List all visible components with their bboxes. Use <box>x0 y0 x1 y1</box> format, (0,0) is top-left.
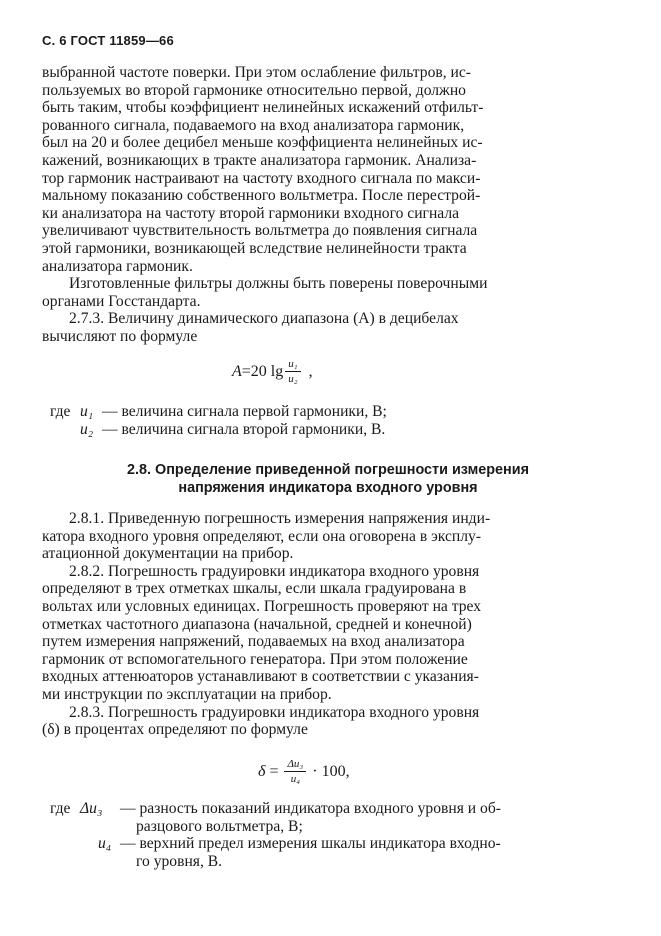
legend-row: u₂ — величина сигнала второй гармоники, В. <box>80 420 386 438</box>
paragraph-filter-attenuation: выбранной частоте поверки. При этом ослабление фильтров, ис- пользуемых во второй гармонике относительно первой, должно быть таким, чтобы коэффициент нелинейных искажений отфильт- рованного сигнала, подаваемого на вход анализатора гармоник, был на 20 и более децибел меньше коэффициента нелинейных ис- кажений, возникающих в тракте анализатора гармоник. Анализа- тор гармоник настраивают на частоту входного сигнала по макси- мальному показанию собственного вольтметра. После перестрой- ки анализатора на частоту второй гармоники входного сигнала увеличивают чувствительность вольтметра до появления сигнала этой гармоники, возникающей вследствие нелинейности тракта анализатора гармоник. <box>42 64 484 275</box>
fraction-denominator: u₄ <box>290 773 301 785</box>
page-header: С. 6 ГОСТ 11859—66 <box>42 33 174 48</box>
legend-row: где u₁ — величина сигнала первой гармоники, В; <box>50 403 387 420</box>
legend-label: где <box>50 403 71 420</box>
formula-lhs: A <box>232 362 242 380</box>
legend-label: где <box>50 800 71 817</box>
formula-legend-2: где Δu₃ — разность показаний индикатора входного уровня и об- разцового вольтметра, В; u₄ — верхний предел измерения шкалы индикатора входно- го уровня, В. <box>50 800 620 870</box>
fraction-numerator: u₁ <box>285 358 300 372</box>
paragraph-2-8-1: 2.8.1. Приведенную погрешность измерения напряжения инди- катора входного уровня определяют, если она оговорена в эксплу- атационной документации на прибор. <box>42 510 491 563</box>
formula-eq: = <box>269 762 279 780</box>
paragraph-2-7-3: 2.7.3. Величину динамического диапазона (A) в децибелах вычисляют по формуле <box>42 310 459 345</box>
fraction-denominator: u₂ <box>288 373 298 385</box>
formula-dynamic-range <box>232 358 313 385</box>
formula-legend-1 <box>50 403 387 438</box>
formula-lhs: δ <box>258 762 266 780</box>
legend-row: u₄ — верхний предел измерения шкалы индикатора входно- <box>98 835 501 853</box>
paragraph-2-8-3: 2.8.3. Погрешность градуировки индикатора входного уровня (δ) в процентах определяют по формуле <box>42 703 480 739</box>
fraction-numerator: Δu₃ <box>284 758 306 772</box>
paragraph-filter-verification: Изготовленные фильтры должны быть поверены поверочными органами Госстандарта. <box>42 275 488 310</box>
section-heading-2-8: 2.8. Определение приведенной погрешности измерения напряжения индикатора входного уровня <box>127 462 529 496</box>
formula-eq: =20 lg <box>241 362 284 380</box>
section-2-7-continued <box>42 64 614 346</box>
formula-tail: , <box>308 362 313 380</box>
formula-fraction <box>285 358 300 385</box>
legend-row: где Δu₃ — разность показаний индикатора входного уровня и об- <box>50 800 501 817</box>
formula-tail: · 100, <box>312 762 350 780</box>
paragraph-2-8-2: 2.8.2. Погрешность градуировки индикатора входного уровня определяют в трех отметках шкалы, если шкала градуирована в вольтах или условных единицах. Погрешность проверяют на трех отметках частотного диапазона (начальной, средней и конечной) путем измерения напряжений, подаваемых на вход анализатора гармоник от вспомогательного генератора. При этом положение входных аттенюаторов устанавливают в соответствии с указания- ми инструкции по эксплуатации на прибор. <box>42 562 482 703</box>
formula-calibration-error <box>258 758 350 785</box>
formula-fraction <box>284 758 306 785</box>
section-2-8 <box>42 510 614 739</box>
